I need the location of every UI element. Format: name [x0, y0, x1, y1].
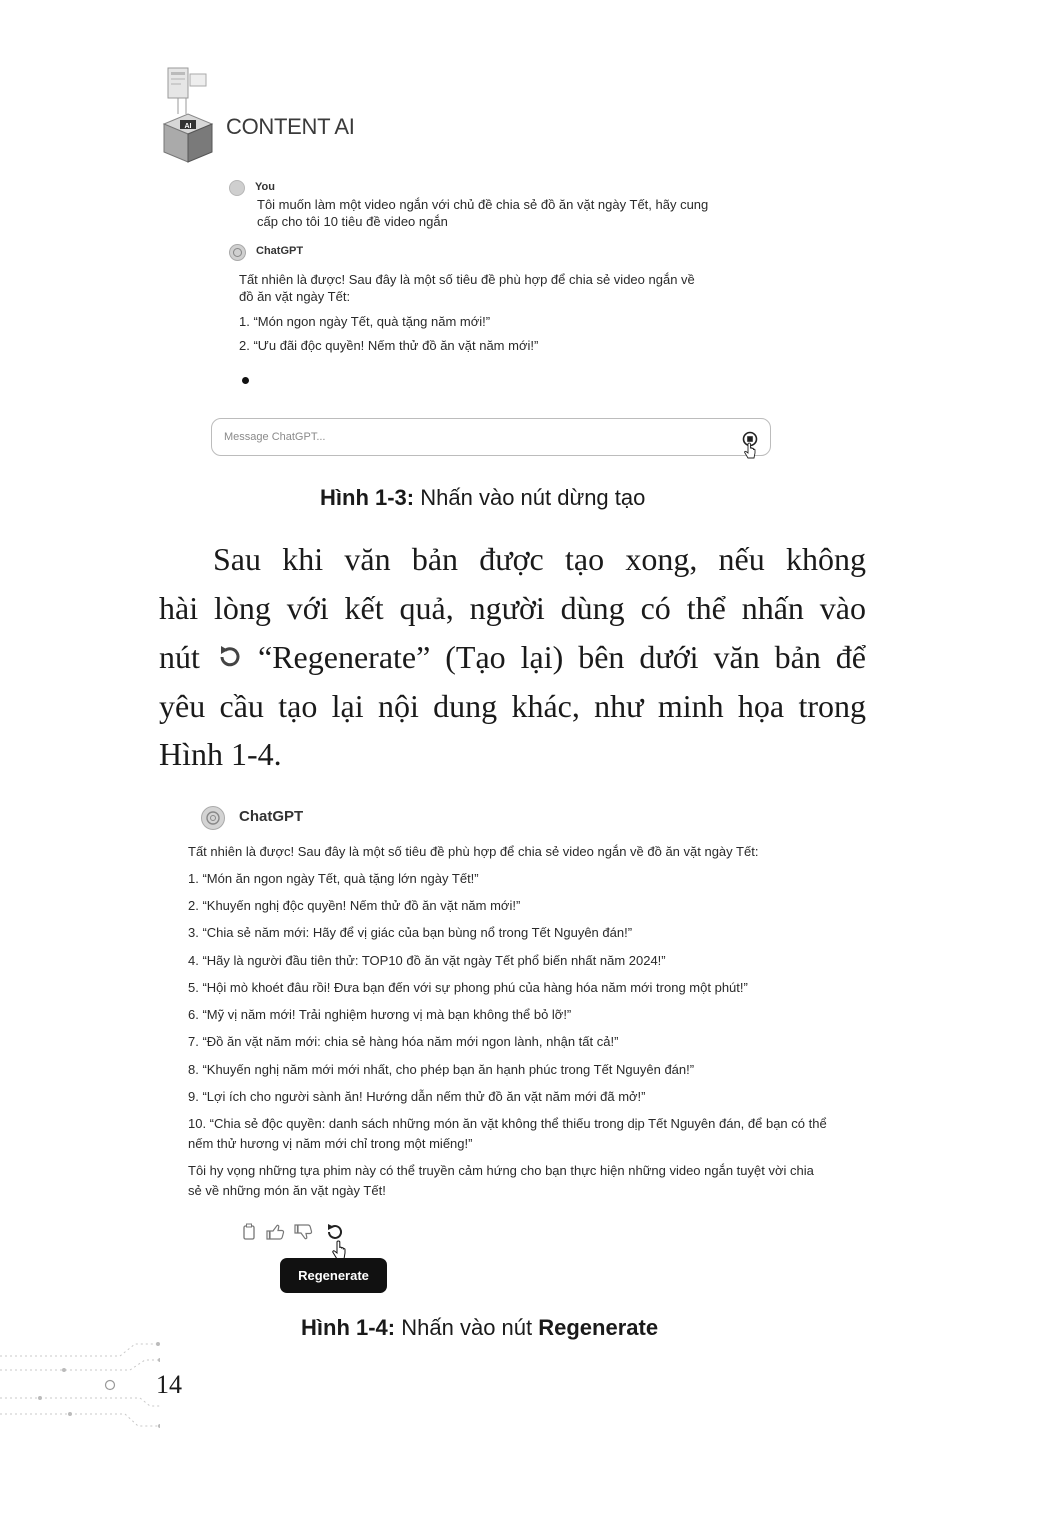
- response-line: đồ ăn vặt ngày Tết:: [239, 289, 351, 304]
- hand-cursor-icon: [743, 442, 757, 462]
- message-input[interactable]: [211, 418, 771, 456]
- user-message-line: cấp cho tôi 10 tiêu đề video ngắn: [257, 214, 448, 229]
- list-item: 8. “Khuyến nghị năm mới mới nhất, cho phép bạn ăn hạnh phúc trong Tết Nguyên đán!”: [188, 1062, 695, 1077]
- caption-text: Nhấn vào nút dừng tạo: [420, 485, 646, 510]
- list-item: 4. “Hãy là người đầu tiên thử: TOP10 đồ ăn vặt ngày Tết phổ biến nhất năm 2024!”: [188, 953, 666, 968]
- assistant-name: ChatGPT: [256, 245, 304, 257]
- list-item: 3. “Chia sẻ năm mới: Hãy để vị giác của bạn bùng nổ trong Tết Nguyên đán!”: [188, 925, 633, 940]
- thumbs-down-icon[interactable]: [295, 1225, 312, 1239]
- user-message: [257, 196, 708, 230]
- paragraph-line: Sau khi văn bản được tạo xong, nếu không: [213, 541, 866, 577]
- list-item: 6. “Mỹ vị năm mới! Trải nghiệm hương vị mà bạn không thể bỏ lỡ!”: [188, 1007, 572, 1022]
- paragraph-line: hài lòng với kết quả, người dùng có thể nhấn vào: [159, 590, 866, 626]
- svg-text:AI: AI: [184, 123, 192, 130]
- paragraph-line-prefix: nút: [159, 639, 200, 675]
- user-name: You: [255, 181, 275, 193]
- caption-text: Nhấn vào nút: [401, 1315, 533, 1340]
- regenerate-icon: [216, 644, 244, 670]
- message-input-placeholder: Message ChatGPT...: [224, 431, 326, 443]
- generating-cursor-dot: [242, 377, 249, 384]
- figure-caption-1-3: [320, 485, 645, 511]
- list-item: nếm thử hương vị năm mới chỉ trong một miếng!”: [188, 1136, 473, 1151]
- user-avatar: [229, 180, 245, 196]
- response-action-bar: [242, 1222, 346, 1242]
- assistant-response: [239, 271, 695, 305]
- caption-label: Hình 1-4:: [301, 1315, 396, 1340]
- thumbs-up-icon[interactable]: [267, 1225, 284, 1239]
- response-line: Tất nhiên là được! Sau đây là một số tiêu đề phù hợp để chia sẻ video ngắn về: [239, 272, 695, 287]
- list-item: 2. “Khuyến nghị độc quyền! Nếm thử đồ ăn vặt năm mới!”: [188, 898, 521, 913]
- user-message-line: Tôi muốn làm một video ngắn với chủ đề chia sẻ đồ ăn vặt ngày Tết, hãy cung: [257, 197, 709, 212]
- page-number: 14: [156, 1370, 182, 1399]
- paragraph-line: Hình 1-4.: [159, 736, 282, 772]
- response-outro: Tôi hy vọng những tựa phim này có thể truyền cảm hứng cho bạn thực hiện những video ngắn tuyệt vời chia: [188, 1163, 814, 1178]
- chatgpt-logo-icon: [201, 806, 225, 830]
- circuit-decoration: [0, 1336, 160, 1432]
- brand-title: CONTENT AI: [226, 114, 355, 139]
- regenerate-tooltip: Regenerate: [280, 1258, 387, 1293]
- paragraph-line: yêu cầu tạo lại nội dung khác, như minh họa trong: [159, 688, 866, 724]
- list-item: 7. “Đồ ăn vặt năm mới: chia sẻ hàng hóa năm mới ngon lành, nhận tất cả!”: [188, 1034, 619, 1049]
- figure-caption-1-4: [301, 1315, 658, 1341]
- list-item: 2. “Ưu đãi độc quyền! Nếm thử đồ ăn vặt năm mới!”: [239, 338, 539, 353]
- copy-icon[interactable]: [244, 1224, 254, 1239]
- assistant-name: ChatGPT: [239, 808, 304, 825]
- list-item: 9. “Lợi ích cho người sành ăn! Hướng dẫn nếm thử đồ ăn vặt năm mới đã mở!”: [188, 1089, 646, 1104]
- list-item: 1. “Món ăn ngon ngày Tết, quà tặng lớn ngày Tết!”: [188, 871, 479, 886]
- list-item: 10. “Chia sẻ độc quyền: danh sách những món ăn vặt không thể thiếu trong dịp Tết Nguyên đán, để bạn có thể: [188, 1116, 827, 1131]
- paragraph-line: “Regenerate” (Tạo lại) bên dưới văn bản để: [258, 639, 866, 675]
- caption-label: Hình 1-3:: [320, 485, 415, 510]
- response-intro: Tất nhiên là được! Sau đây là một số tiêu đề phù hợp để chia sẻ video ngắn về đồ ăn vặt ngày Tết:: [188, 844, 759, 859]
- list-item: 5. “Hội mò khoét đâu rồi! Đưa bạn đến với sự phong phú của hàng hóa năm mới trong một phút!”: [188, 980, 748, 995]
- ai-box-icon: [160, 66, 216, 166]
- caption-text-bold: Regenerate: [538, 1315, 659, 1340]
- response-outro: sẻ về những món ăn vặt ngày Tết!: [188, 1183, 386, 1198]
- regenerate-icon[interactable]: [328, 1224, 341, 1238]
- chatgpt-logo-icon: [229, 244, 246, 261]
- list-item: 1. “Món ngon ngày Tết, quà tặng năm mới!”: [239, 314, 491, 329]
